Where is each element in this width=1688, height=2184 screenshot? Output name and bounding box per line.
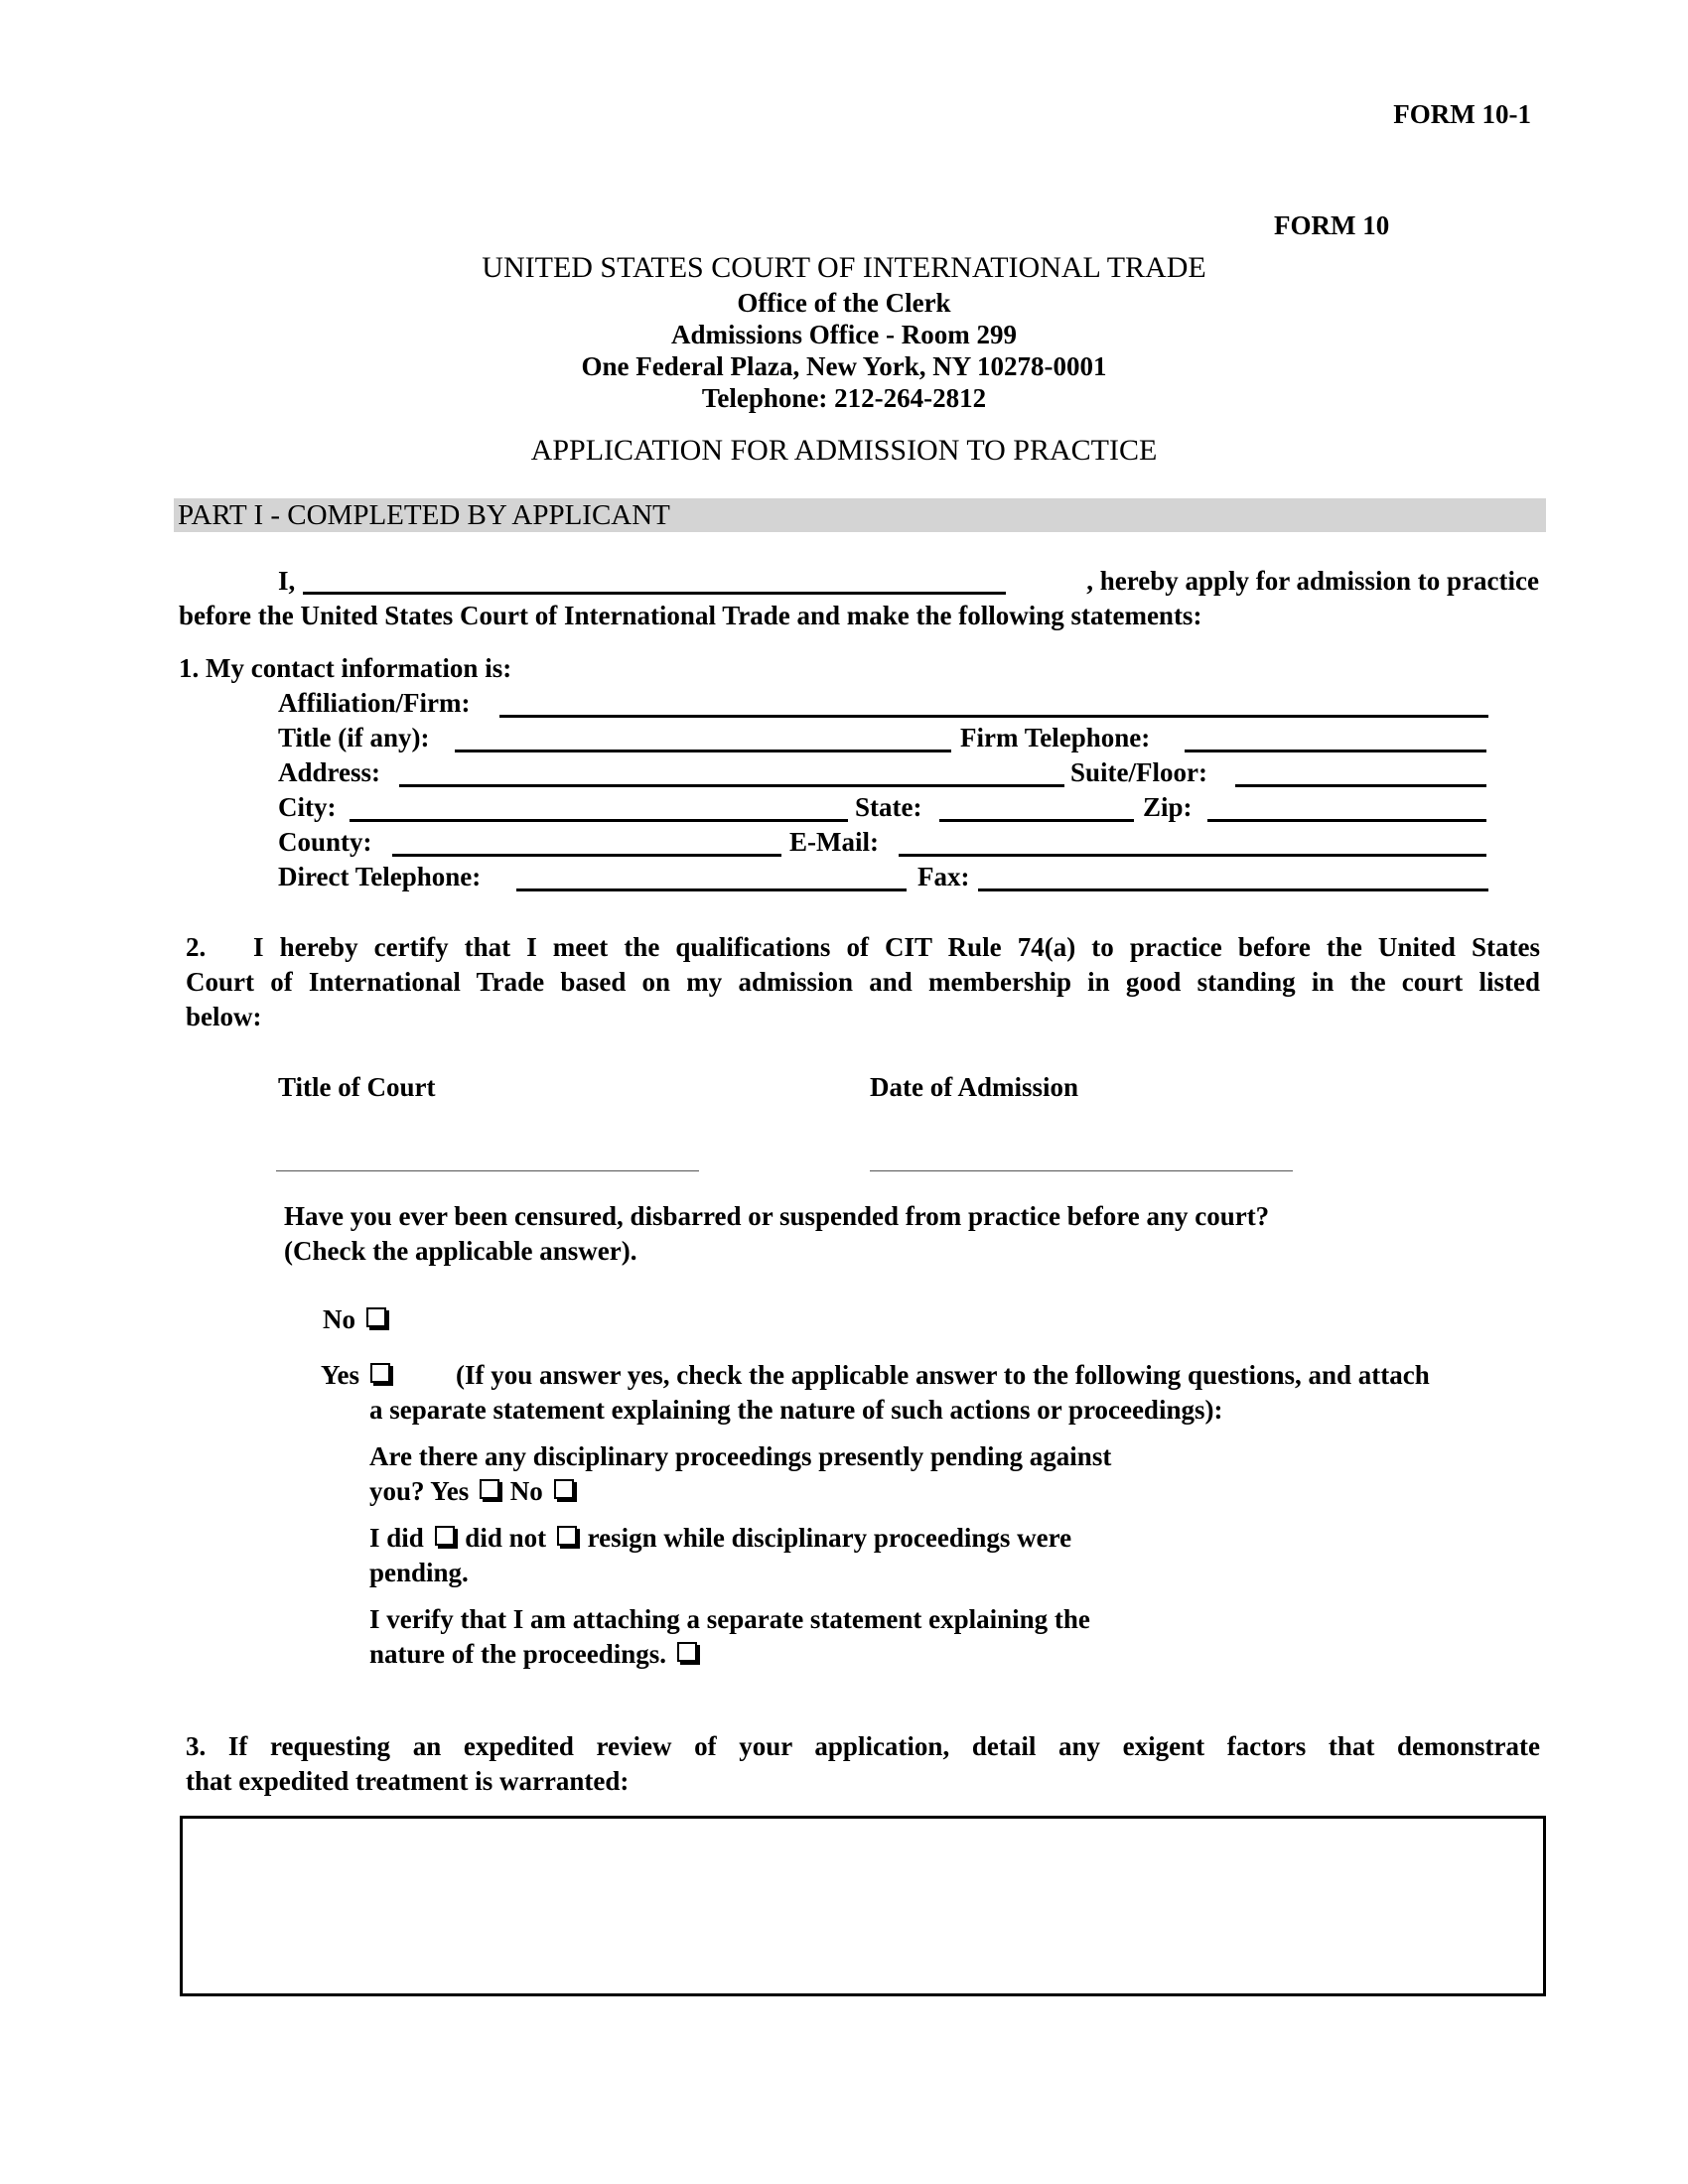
office-name: Office of the Clerk xyxy=(737,288,951,318)
pending-line2 xyxy=(369,1474,578,1508)
firm-telephone-label: Firm Telephone: xyxy=(960,723,1151,752)
city-label: City: xyxy=(278,792,337,822)
intro-line2: before the United States Court of International Trade and make the following statements: xyxy=(179,601,1202,630)
court-name: UNITED STATES COURT OF INTERNATIONAL TRADE xyxy=(482,251,1206,284)
form-number-10-1: FORM 10-1 xyxy=(1393,99,1531,129)
censure-no-option[interactable] xyxy=(323,1302,390,1336)
censure-yes-option[interactable] xyxy=(321,1358,394,1392)
pending-yes-checkbox[interactable] xyxy=(480,1479,499,1499)
office-address: One Federal Plaza, New York, NY 10278-0001 xyxy=(581,351,1107,381)
title-of-court-header: Title of Court xyxy=(278,1072,436,1102)
resign-did-checkbox[interactable] xyxy=(435,1526,455,1546)
section3-line2: that expedited treatment is warranted: xyxy=(186,1766,630,1796)
suite-line[interactable] xyxy=(1235,784,1486,787)
zip-line[interactable] xyxy=(1207,819,1486,822)
section3-line1: 3. If requesting an expedited review of your application, detail any exigent factors that demonstrate xyxy=(186,1731,1540,1761)
verify-line2 xyxy=(369,1637,701,1671)
no-label: No xyxy=(323,1304,355,1334)
email-label: E-Mail: xyxy=(789,827,879,857)
pending-line1: Are there any disciplinary proceedings presently pending against xyxy=(369,1441,1112,1471)
verify-text: nature of the proceedings. xyxy=(369,1639,666,1669)
no-checkbox[interactable] xyxy=(366,1307,386,1327)
zip-label: Zip: xyxy=(1143,792,1193,822)
address-line[interactable] xyxy=(399,784,1064,787)
direct-telephone-label: Direct Telephone: xyxy=(278,862,482,891)
section2-line1: I hereby certify that I meet the qualifications of CIT Rule 74(a) to practice before the United States xyxy=(253,932,1540,962)
suite-label: Suite/Floor: xyxy=(1070,757,1207,787)
censure-question-line1: Have you ever been censured, disbarred or suspended from practice before any court? xyxy=(284,1201,1270,1231)
affiliation-label: Affiliation/Firm: xyxy=(278,688,471,718)
yes-note-line2: a separate statement explaining the nature of such actions or proceedings): xyxy=(369,1395,1223,1425)
yes-note-line1: (If you answer yes, check the applicable answer to the following questions, and attach xyxy=(456,1360,1430,1390)
yes-checkbox[interactable] xyxy=(370,1363,390,1383)
contact-heading: 1. My contact information is: xyxy=(179,653,512,683)
resign-did-not-checkbox[interactable] xyxy=(557,1526,577,1546)
direct-telephone-line[interactable] xyxy=(516,888,907,891)
county-label: County: xyxy=(278,827,372,857)
page-title: APPLICATION FOR ADMISSION TO PRACTICE xyxy=(530,434,1158,467)
applicant-name-line[interactable] xyxy=(303,592,1006,595)
censure-question-line2: (Check the applicable answer). xyxy=(284,1236,637,1266)
date-of-admission-line[interactable] xyxy=(870,1170,1293,1171)
fax-line[interactable] xyxy=(978,888,1488,891)
part1-heading: PART I - COMPLETED BY APPLICANT xyxy=(178,499,670,531)
yes-label: Yes xyxy=(321,1360,359,1390)
title-line[interactable] xyxy=(455,750,951,752)
resign-did-label: I did xyxy=(369,1523,424,1553)
state-label: State: xyxy=(855,792,922,822)
section2-number: 2. xyxy=(186,932,207,962)
verify-checkbox[interactable] xyxy=(677,1642,697,1662)
title-label: Title (if any): xyxy=(278,723,430,752)
resign-line1 xyxy=(369,1521,1071,1555)
fax-label: Fax: xyxy=(917,862,970,891)
verify-line1: I verify that I am attaching a separate statement explaining the xyxy=(369,1604,1090,1634)
office-telephone: Telephone: 212-264-2812 xyxy=(701,383,987,413)
resign-line2: pending. xyxy=(369,1558,469,1587)
county-line[interactable] xyxy=(392,854,781,857)
expedited-factors-textbox[interactable] xyxy=(180,1816,1546,1996)
section2-line3: below: xyxy=(186,1002,262,1031)
address-label: Address: xyxy=(278,757,381,787)
affiliation-line[interactable] xyxy=(499,715,1488,718)
office-room: Admissions Office - Room 299 xyxy=(671,320,1017,349)
intro-suffix: , hereby apply for admission to practice xyxy=(1086,566,1539,596)
form-number-10: FORM 10 xyxy=(1274,210,1390,240)
part1-heading-bar xyxy=(174,498,1546,532)
title-of-court-line[interactable] xyxy=(276,1170,699,1171)
city-line[interactable] xyxy=(350,819,848,822)
pending-no-checkbox[interactable] xyxy=(554,1479,574,1499)
email-line[interactable] xyxy=(899,854,1486,857)
state-line[interactable] xyxy=(939,819,1134,822)
section2-line2: Court of International Trade based on my admission and membership in good standing in the court listed xyxy=(186,967,1540,997)
resign-did-not-label: did not xyxy=(465,1523,547,1553)
firm-telephone-line[interactable] xyxy=(1185,750,1486,752)
resign-rest-text: resign while disciplinary proceedings were xyxy=(587,1523,1072,1553)
pending-yes-label: you? Yes xyxy=(369,1476,470,1506)
date-of-admission-header: Date of Admission xyxy=(870,1072,1079,1102)
pending-no-label: No xyxy=(509,1476,543,1506)
intro-prefix: I, xyxy=(278,566,296,596)
